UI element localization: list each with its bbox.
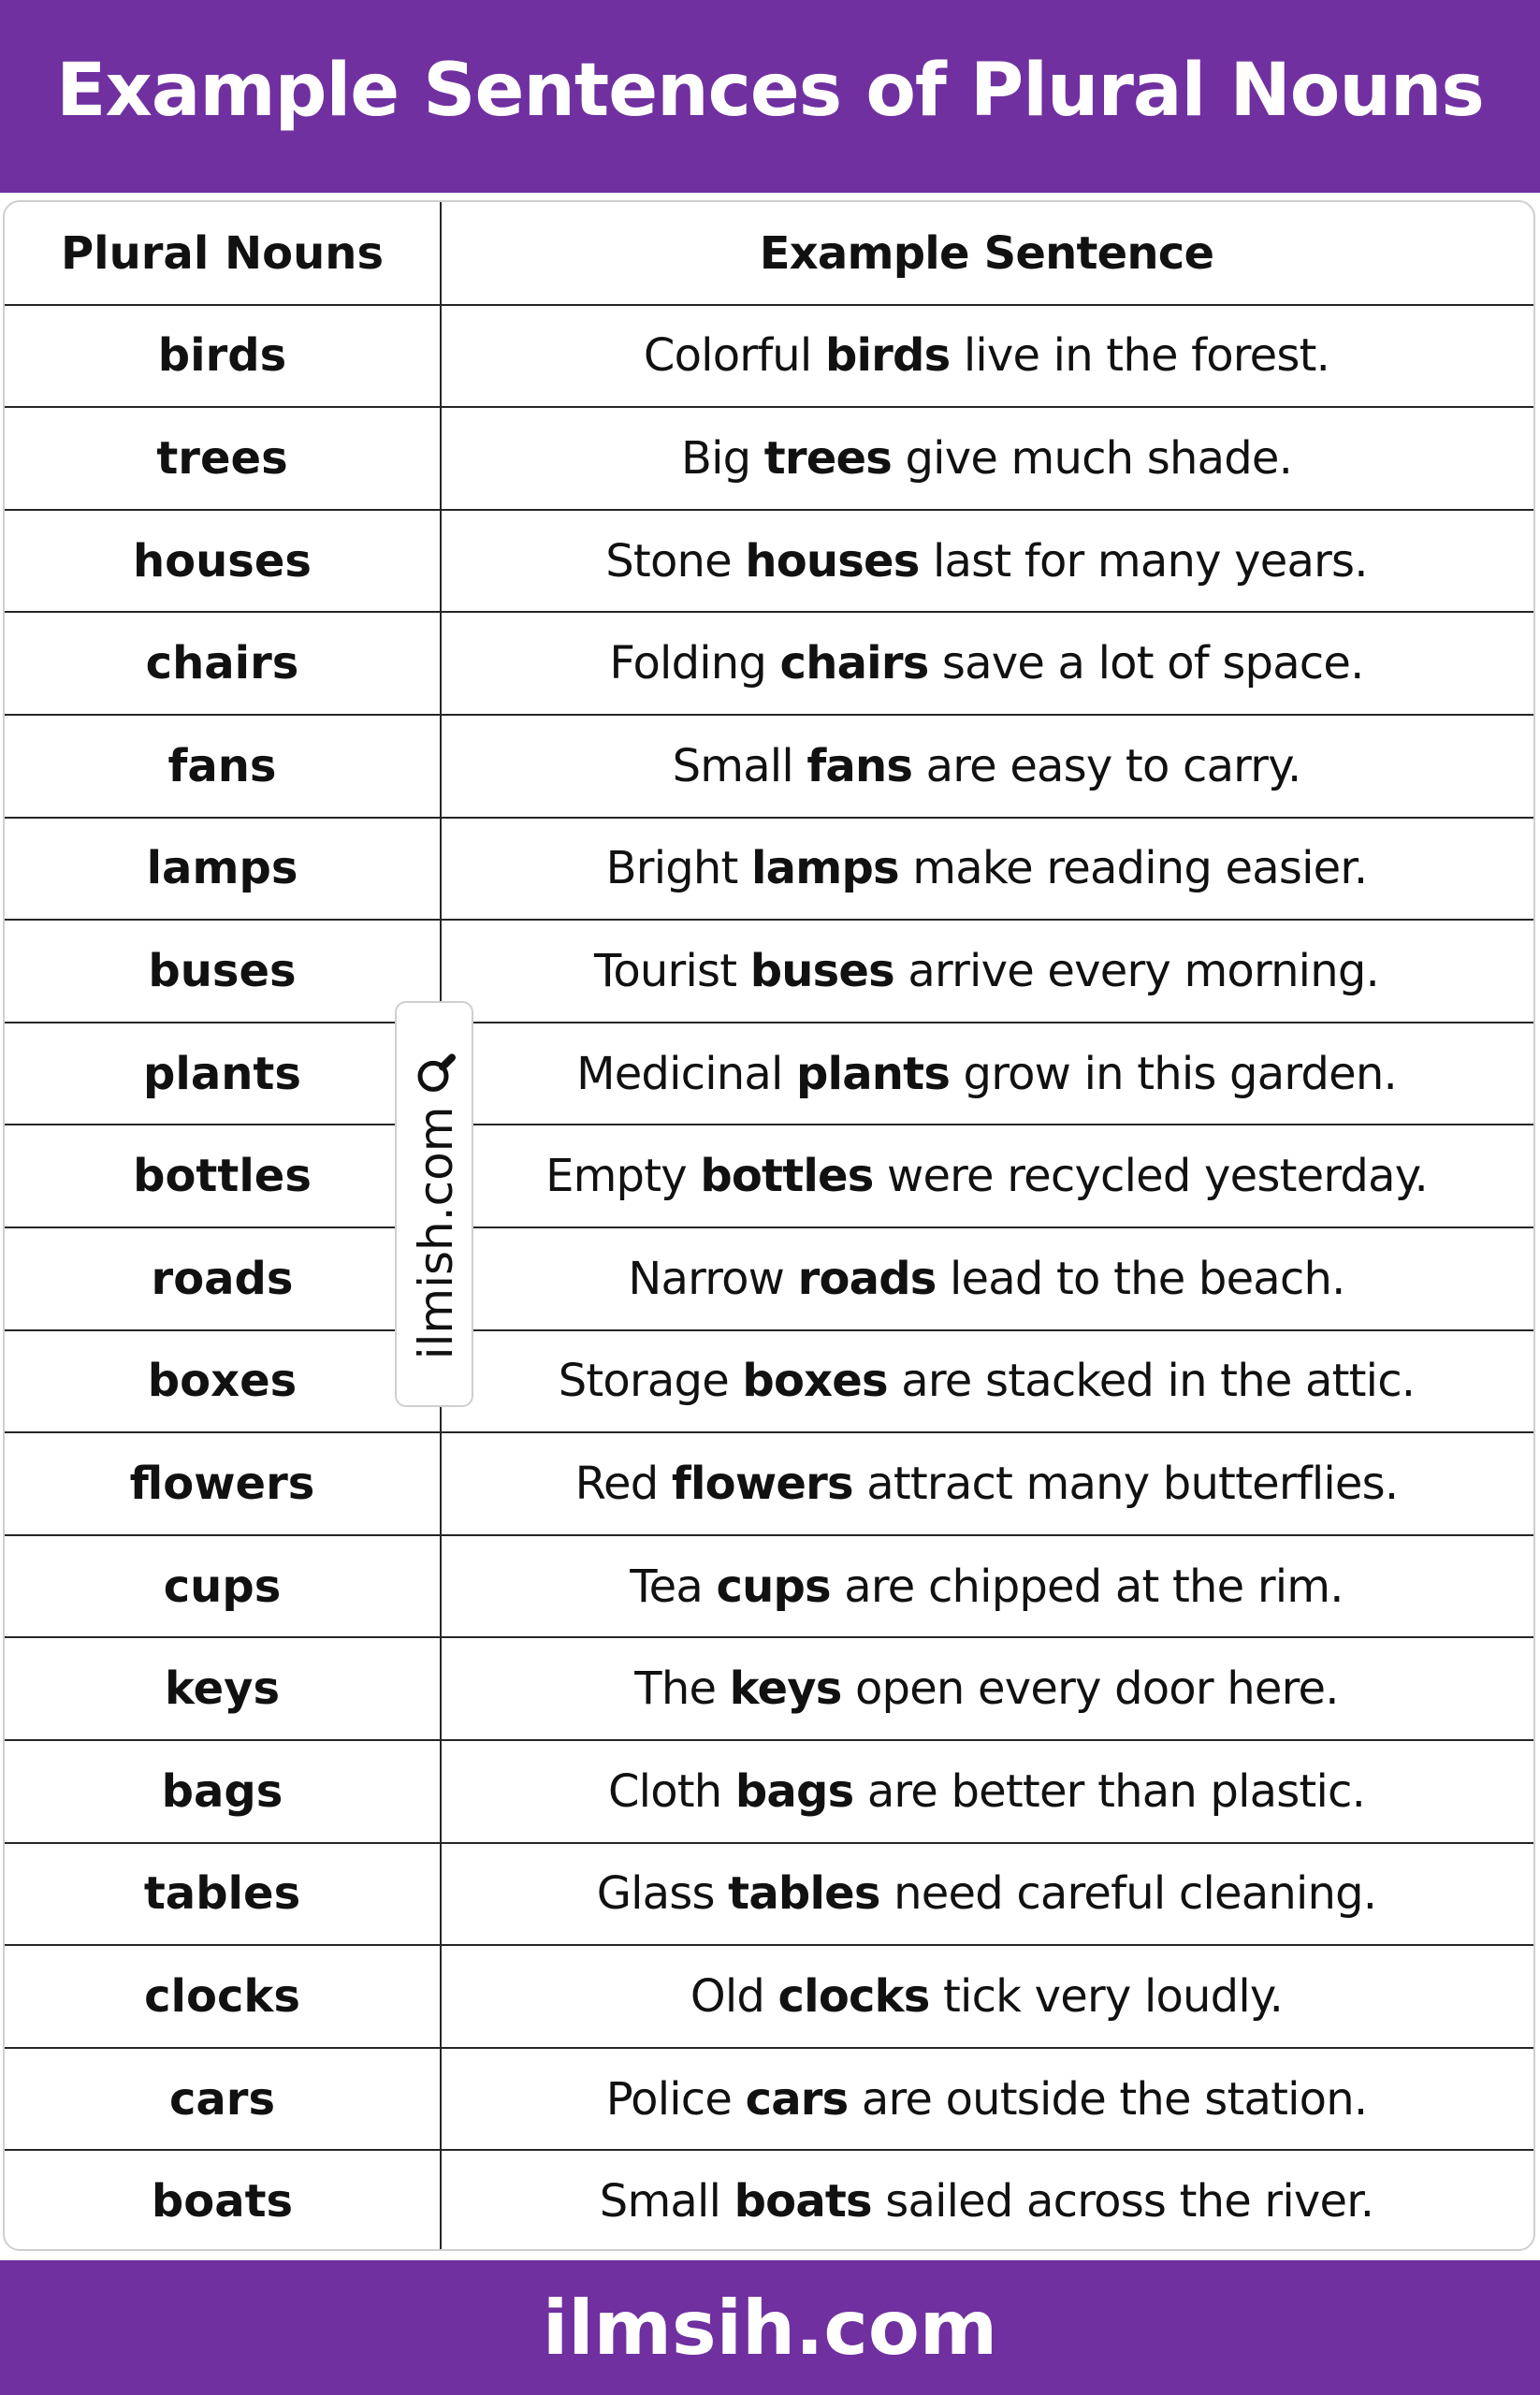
sentence-text-before: Small (599, 2175, 734, 2228)
example-sentence-cell (440, 1227, 1533, 1330)
sentence-text-before: The (634, 1662, 730, 1716)
column-header-example-sentence: Example Sentence (759, 226, 1214, 280)
sentence-text-before: Big (680, 431, 764, 485)
table-row (5, 715, 1533, 818)
table-row (5, 1023, 1533, 1125)
sentence-highlighted-noun: bags (734, 1764, 854, 1818)
plural-noun-cell: tables (143, 1867, 301, 1921)
plural-noun-cell: buses (148, 944, 297, 997)
sentence-highlighted-noun: birds (824, 329, 951, 383)
sentence-text-before: Storage (558, 1355, 743, 1408)
sentence-text-before: Small (672, 739, 807, 792)
plural-nouns-table (3, 200, 1535, 2251)
sentence-highlighted-noun: roads (797, 1252, 937, 1305)
table-row (5, 407, 1533, 510)
table-header-row (5, 202, 1533, 305)
table-row (5, 1843, 1533, 1946)
sentence-text-after: arrive every morning. (893, 944, 1379, 997)
plural-noun-cell: cars (168, 2072, 276, 2126)
sentence-text-before: Police (605, 2072, 746, 2126)
sentence-highlighted-noun: lamps (751, 842, 899, 895)
table-row (5, 1945, 1533, 2048)
sentence-text-after: open every door here. (841, 1662, 1339, 1716)
sentence-highlighted-noun: boxes (742, 1355, 888, 1408)
sentence-text-after: need careful cleaning. (879, 1867, 1377, 1921)
sentence-text-after: grow in this garden. (950, 1047, 1397, 1100)
example-sentence-cell (440, 715, 1533, 818)
sentence-highlighted-noun: cups (716, 1560, 831, 1613)
plural-noun-cell: chairs (145, 637, 299, 690)
sentence-text-before: Bright (605, 842, 752, 895)
example-sentence-cell (440, 2048, 1533, 2151)
table-row (5, 2150, 1533, 2251)
plural-noun-cell: boxes (147, 1355, 298, 1408)
plural-noun-cell: trees (156, 431, 288, 485)
sentence-text-before: Empty (545, 1150, 701, 1203)
example-sentence-cell (440, 1843, 1533, 1946)
sentence-highlighted-noun: trees (763, 431, 893, 485)
sentence-text-after: are better than plastic. (853, 1764, 1366, 1818)
example-sentence-cell (440, 305, 1533, 408)
table-row (5, 920, 1533, 1023)
sentence-text-after: are chipped at the rim. (830, 1560, 1344, 1613)
sentence-highlighted-noun: cars (745, 2072, 849, 2126)
sentence-text-after: tick very loudly. (929, 1969, 1284, 2023)
plural-noun-cell: keys (164, 1662, 281, 1716)
sentence-highlighted-noun: plants (796, 1047, 951, 1100)
plural-noun-cell: roads (151, 1252, 294, 1305)
example-sentence-cell (440, 1432, 1533, 1535)
table-row (5, 612, 1533, 715)
watermark-content (409, 1052, 463, 1360)
example-sentence-cell (440, 1535, 1533, 1638)
sentence-text-after: save a lot of space. (928, 637, 1364, 690)
sentence-text-after: last for many years. (919, 534, 1368, 588)
sentence-text-after: live in the forest. (950, 329, 1330, 383)
plural-noun-cell: boats (151, 2175, 294, 2228)
table-row (5, 1125, 1533, 1227)
footer-banner (0, 2260, 1540, 2395)
example-sentence-cell (440, 920, 1533, 1023)
sentence-highlighted-noun: bottles (700, 1150, 874, 1203)
sentence-text-before: Medicinal (576, 1047, 796, 1100)
sentence-text-after: lead to the beach. (936, 1252, 1345, 1305)
example-sentence-cell (440, 510, 1533, 613)
footer-site-name: ilmsih.com (542, 2284, 998, 2372)
sentence-text-after: are outside the station. (848, 2072, 1368, 2126)
table-row (5, 1740, 1533, 1843)
plural-noun-cell: flowers (129, 1457, 315, 1510)
sentence-text-before: Folding (609, 637, 780, 690)
sentence-text-before: Colorful (643, 329, 825, 383)
sentence-text-after: were recycled yesterday. (873, 1150, 1428, 1203)
example-sentence-cell (440, 1023, 1533, 1125)
table-row (5, 818, 1533, 921)
table-row (5, 1637, 1533, 1740)
example-sentence-cell (440, 407, 1533, 510)
sentence-text-before: Old (690, 1969, 778, 2023)
sentence-highlighted-noun: clocks (777, 1969, 930, 2023)
example-sentence-cell (440, 2150, 1533, 2251)
column-header-plural-nouns: Plural Nouns (60, 226, 385, 280)
plural-noun-cell: lamps (146, 842, 298, 895)
sentence-highlighted-noun: chairs (779, 637, 929, 690)
example-sentence-cell (440, 818, 1533, 921)
sentence-text-before: Narrow (628, 1252, 798, 1305)
example-sentence-cell (440, 612, 1533, 715)
sentence-text-before: Glass (596, 1867, 729, 1921)
table-row (5, 510, 1533, 613)
watermark-text: ilmish.com (409, 1106, 463, 1360)
table-row (5, 2048, 1533, 2151)
plural-noun-cell: clocks (144, 1969, 300, 2023)
sentence-highlighted-noun: boats (734, 2175, 872, 2228)
example-sentence-cell (440, 1125, 1533, 1227)
sentence-text-after: sailed across the river. (871, 2175, 1374, 2228)
sentence-text-after: are easy to carry. (912, 739, 1301, 792)
sentence-text-before: Red (574, 1457, 672, 1510)
plural-noun-cell: fans (167, 739, 277, 792)
table-row (5, 1330, 1533, 1433)
plural-noun-cell: birds (157, 329, 287, 383)
plural-noun-cell: bags (161, 1764, 283, 1818)
watermark-badge (395, 1001, 473, 1407)
plural-noun-cell: cups (163, 1560, 282, 1613)
sentence-highlighted-noun: fans (806, 739, 913, 792)
sentence-highlighted-noun: buses (749, 944, 894, 997)
table-row (5, 1432, 1533, 1535)
sentence-highlighted-noun: houses (745, 534, 920, 588)
table-row (5, 305, 1533, 408)
example-sentence-cell (440, 1945, 1533, 2048)
sentence-text-after: are stacked in the attic. (887, 1355, 1416, 1408)
page-title: Example Sentences of Plural Nouns (56, 49, 1484, 133)
example-sentence-cell (440, 1740, 1533, 1843)
magnifier-icon (414, 1052, 458, 1096)
sentence-text-before: Cloth (607, 1764, 735, 1818)
plural-noun-cell: plants (143, 1047, 301, 1100)
table-row (5, 1227, 1533, 1330)
sentence-text-before: Tea (630, 1560, 717, 1613)
sentence-text-before: Stone (605, 534, 746, 588)
example-sentence-cell (440, 1637, 1533, 1740)
sentence-text-after: give much shade. (892, 431, 1293, 485)
table-row (5, 1535, 1533, 1638)
example-sentence-cell (440, 1330, 1533, 1433)
sentence-highlighted-noun: keys (729, 1662, 842, 1716)
plural-noun-cell: bottles (133, 1150, 312, 1203)
sentence-text-before: Tourist (594, 944, 750, 997)
plural-noun-cell: houses (132, 534, 312, 588)
header-banner (0, 0, 1540, 193)
sentence-highlighted-noun: tables (728, 1867, 880, 1921)
sentence-highlighted-noun: flowers (671, 1457, 853, 1510)
sentence-text-after: attract many butterflies. (852, 1457, 1399, 1510)
sentence-text-after: make reading easier. (898, 842, 1368, 895)
